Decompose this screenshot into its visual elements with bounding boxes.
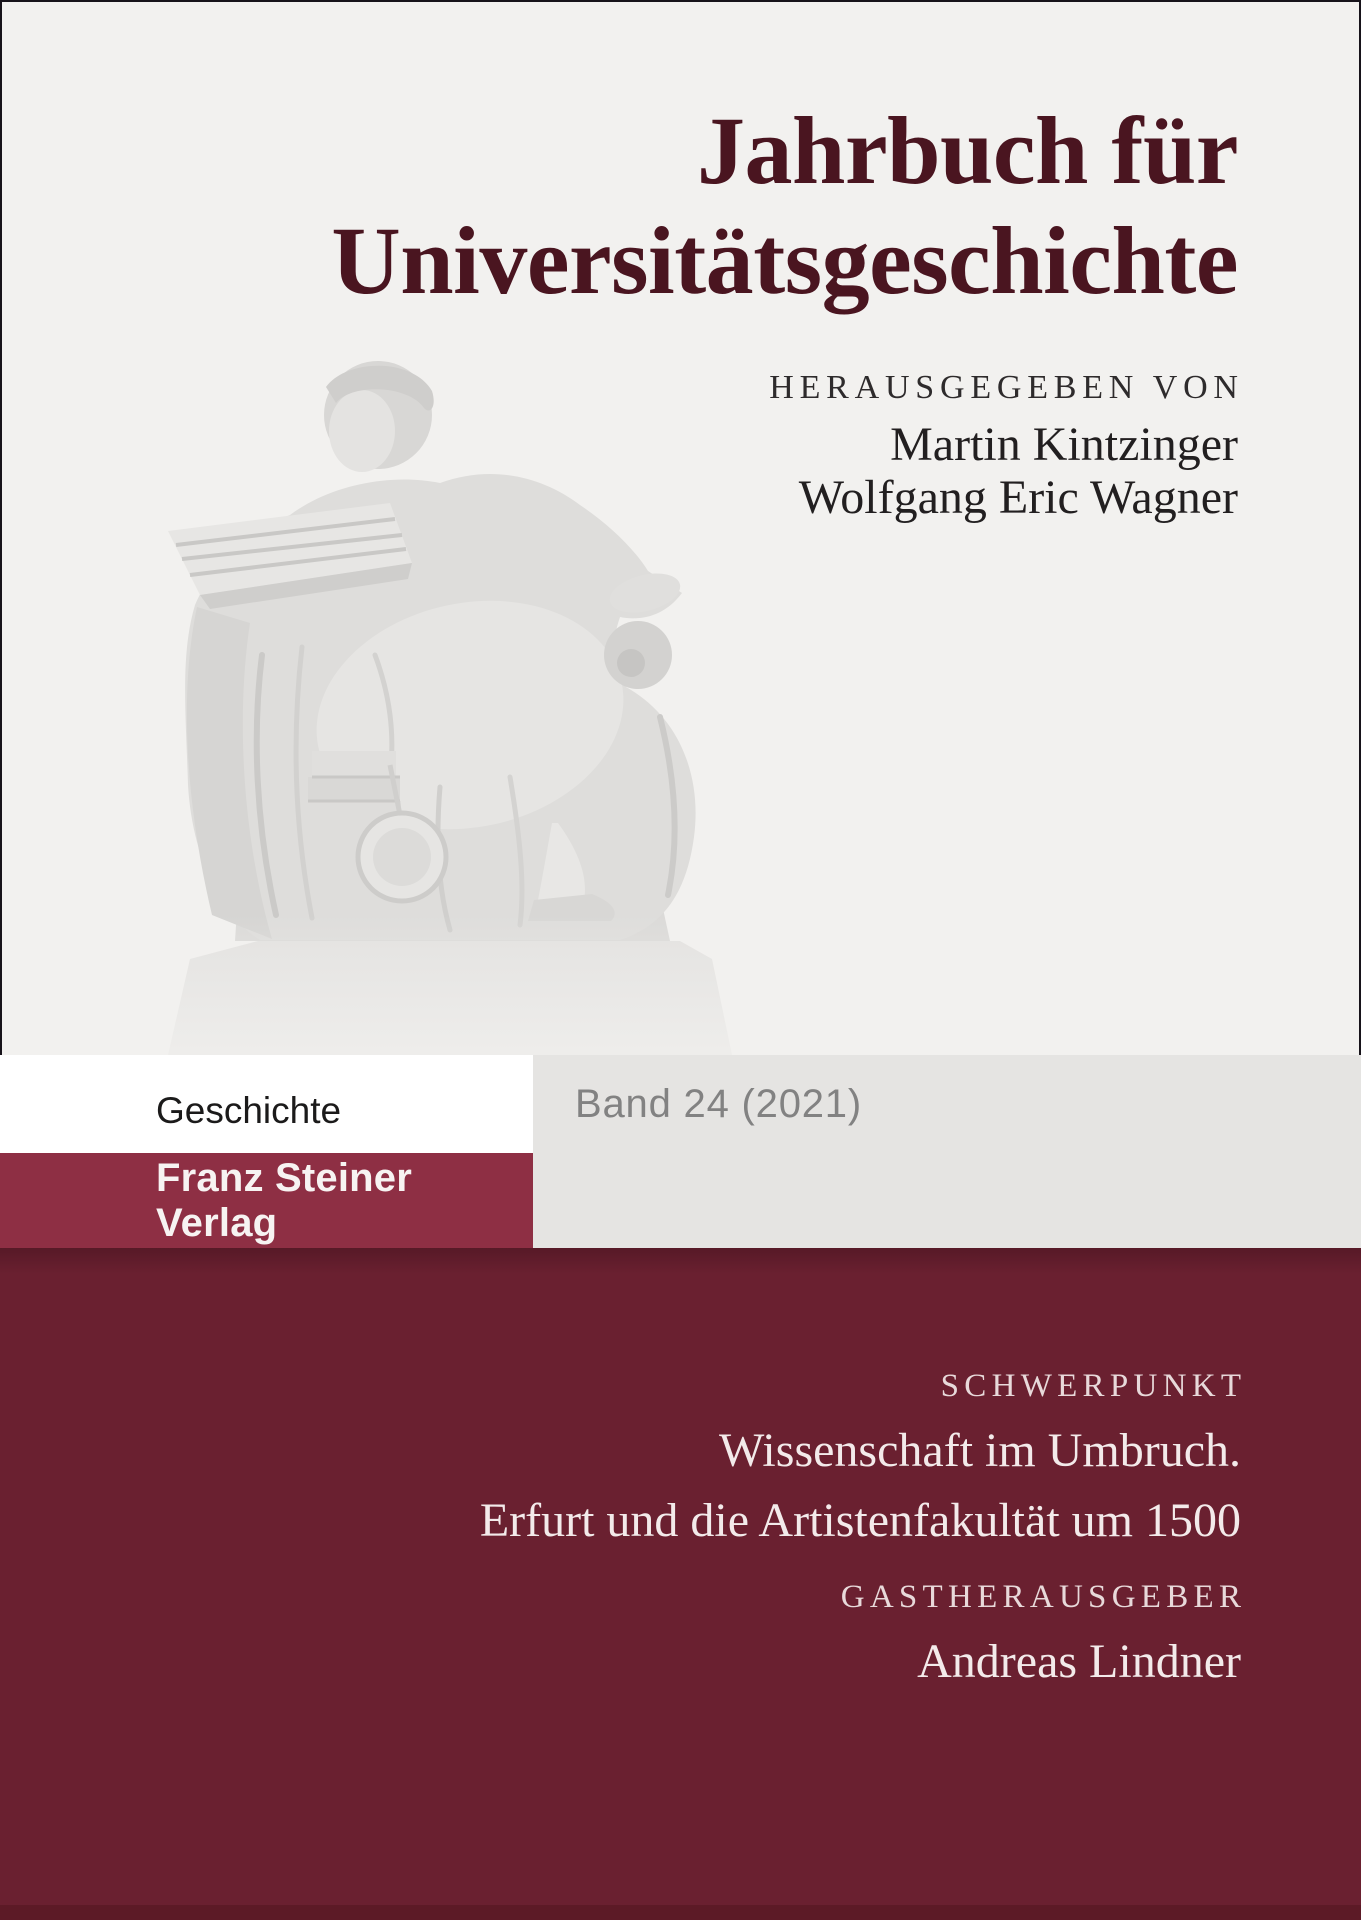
series-name: Geschichte (156, 1090, 342, 1131)
bottom-edge-shadow (0, 1905, 1361, 1920)
book-title (331, 96, 1238, 316)
series-band (0, 1055, 533, 1153)
edited-by-label: HERAUSGEGEBEN VON (769, 369, 1244, 406)
focus-title-line2: Erfurt und die Artistenfakultät um 1500 (479, 1494, 1241, 1547)
publisher-name: Franz Steiner Verlag (156, 1155, 412, 1245)
issue-focus-section (0, 1248, 1361, 1920)
book-title-line2: Universitätsgeschichte (331, 207, 1238, 314)
series-volume-bands (0, 1055, 1361, 1248)
publisher-band (0, 1153, 533, 1248)
volume-band (533, 1055, 1361, 1248)
editor-names (799, 418, 1238, 524)
seated-scholar-statue-image (140, 355, 760, 1055)
focus-title-line1: Wissenschaft im Umbruch. (719, 1424, 1241, 1477)
editor-name-2: Wolfgang Eric Wagner (798, 471, 1238, 524)
editor-name-1: Martin Kintzinger (890, 418, 1238, 471)
guest-editor-name: Andreas Lindner (917, 1635, 1241, 1688)
book-title-line1: Jahrbuch für (697, 97, 1238, 204)
guest-editor-label: GASTHERAUSGEBER (840, 1579, 1247, 1615)
focus-label: SCHWERPUNKT (940, 1368, 1247, 1404)
volume-number: Band 24 (2021) (575, 1081, 862, 1126)
